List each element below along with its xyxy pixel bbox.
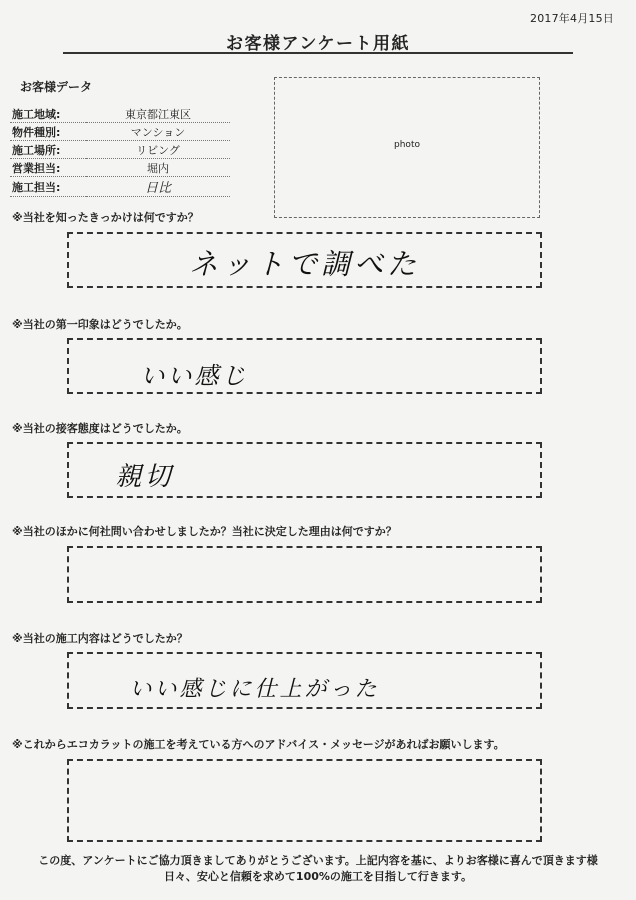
page-title: お客様アンケート用紙 — [226, 34, 410, 54]
customer-row-installer — [10, 177, 230, 197]
row-label: 物件種別: — [10, 123, 86, 141]
title-underline — [63, 52, 573, 54]
row-value: 堀内 — [86, 159, 230, 177]
row-label: 施工場所: — [10, 141, 86, 159]
customer-row-area — [10, 105, 230, 123]
footer-line-1: この度、アンケートにご協力頂きましてありがとうございます。上記内容を基に、よりお客様に喜んで頂きます様 — [38, 854, 598, 867]
answer-1-handwriting: ネットで調べた — [188, 247, 420, 281]
question-5: ※当社の施工内容はどうでしたか？ — [12, 632, 188, 645]
customer-row-sales-rep — [10, 159, 230, 177]
answer-5-handwriting: いい感じに仕上がった — [129, 677, 380, 702]
question-6: ※これからエコカラットの施工を考えている方へのアドバイス・メッセージがあればお願いします。 — [12, 738, 505, 751]
customer-row-location — [10, 141, 230, 159]
survey-date: 2017年4月15日 — [530, 12, 614, 25]
footer-line-2: 日々、安心と信頼を求めて100%の施工を目指して行きます。 — [163, 870, 473, 883]
answer-box-2 — [67, 338, 542, 394]
row-value: 東京都江東区 — [86, 105, 230, 123]
question-2: ※当社の第一印象はどうでしたか。 — [12, 318, 188, 331]
row-value: マンション — [86, 123, 230, 141]
answer-box-6 — [67, 759, 542, 842]
row-label: 営業担当: — [10, 159, 86, 177]
customer-data-table — [10, 105, 230, 197]
row-value-handwritten: 日比 — [86, 177, 230, 197]
question-1: ※当社を知ったきっかけは何ですか？ — [12, 211, 199, 224]
question-4: ※当社のほかに何社問い合わせしましたか？当社に決定した理由は何ですか？ — [12, 525, 397, 538]
answer-2-handwriting: いい感じ — [140, 362, 249, 390]
row-value: リビング — [86, 141, 230, 159]
photo-placeholder — [274, 77, 540, 218]
answer-box-4 — [67, 546, 542, 603]
answer-box-5 — [67, 652, 542, 709]
answer-3-handwriting: 親切 — [115, 462, 174, 492]
question-3: ※当社の接客態度はどうでしたか。 — [12, 422, 188, 435]
answer-box-3 — [67, 442, 542, 498]
answer-box-1 — [67, 232, 542, 288]
customer-data-heading: お客様データ — [20, 80, 93, 94]
row-label: 施工担当: — [10, 177, 86, 197]
photo-label: photo — [394, 140, 420, 150]
customer-row-property-type — [10, 123, 230, 141]
row-label: 施工地域: — [10, 105, 86, 123]
